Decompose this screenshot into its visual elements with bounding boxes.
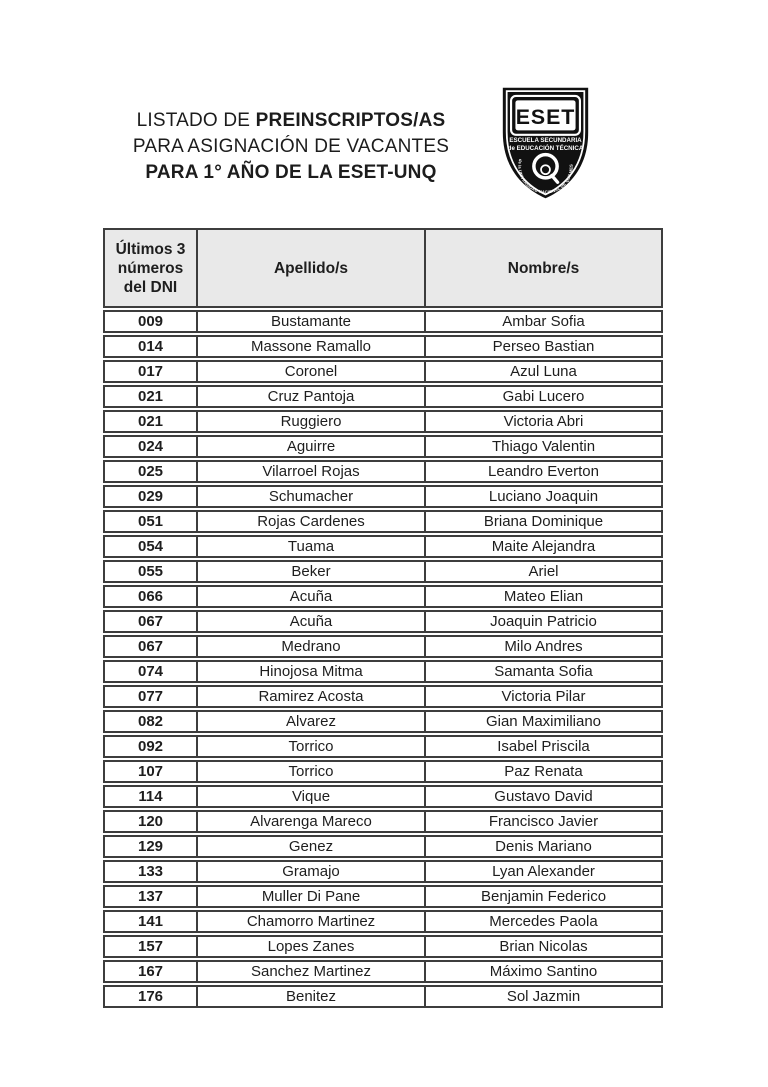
dni-cell: 021 bbox=[105, 387, 198, 406]
dni-cell: 141 bbox=[105, 912, 198, 931]
dni-cell: 074 bbox=[105, 662, 198, 681]
page-title bbox=[118, 108, 464, 186]
apellido-cell: Ramirez Acosta bbox=[198, 687, 426, 706]
nombre-cell: Gian Maximiliano bbox=[485, 713, 602, 730]
nombre-cell: Sol Jazmin bbox=[506, 988, 581, 1005]
nombre-cell: Luciano Joaquin bbox=[488, 488, 599, 505]
apellido-cell: Vilarroel Rojas bbox=[198, 462, 426, 481]
table-row bbox=[103, 335, 663, 358]
dni-cell: 129 bbox=[105, 837, 198, 856]
column-header-nombre: Nombre/s bbox=[507, 259, 580, 277]
table-row bbox=[103, 810, 663, 833]
apellido-cell: Genez bbox=[198, 837, 426, 856]
table-row bbox=[103, 585, 663, 608]
table-row bbox=[103, 635, 663, 658]
table-row bbox=[103, 835, 663, 858]
dni-cell: 176 bbox=[105, 987, 198, 1006]
dni-cell: 029 bbox=[105, 487, 198, 506]
apellido-cell: Torrico bbox=[198, 762, 426, 781]
dni-cell: 067 bbox=[105, 637, 198, 656]
table-row bbox=[103, 710, 663, 733]
title-line-1: LISTADO DE PREINSCRIPTOS/AS bbox=[136, 110, 446, 131]
school-name-line1: ESCUELA SECUNDARIA bbox=[509, 137, 582, 145]
nombre-cell: Máximo Santino bbox=[489, 963, 598, 980]
dni-cell: 167 bbox=[105, 962, 198, 981]
table-row bbox=[103, 910, 663, 933]
table-row bbox=[103, 760, 663, 783]
table-row bbox=[103, 860, 663, 883]
dni-cell: 133 bbox=[105, 862, 198, 881]
dni-cell: 114 bbox=[105, 787, 198, 806]
nombre-cell: Azul Luna bbox=[510, 363, 577, 380]
dni-cell: 066 bbox=[105, 587, 198, 606]
table-row bbox=[103, 735, 663, 758]
dni-cell: 082 bbox=[105, 712, 198, 731]
table-header-row bbox=[103, 228, 663, 308]
table-row bbox=[103, 960, 663, 983]
table-row bbox=[103, 410, 663, 433]
apellido-cell: Alvarez bbox=[198, 712, 426, 731]
apellido-cell: Lopes Zanes bbox=[198, 937, 426, 956]
apellido-cell: Acuña bbox=[198, 587, 426, 606]
dni-cell: 014 bbox=[105, 337, 198, 356]
nombre-cell: Ambar Sofia bbox=[502, 313, 585, 330]
table-row bbox=[103, 360, 663, 383]
table-row bbox=[103, 435, 663, 458]
table-row bbox=[103, 485, 663, 508]
eset-acronym: ESET bbox=[515, 105, 576, 130]
nombre-cell: Ariel bbox=[528, 563, 559, 580]
table-body bbox=[103, 310, 663, 1008]
apellido-cell: Aguirre bbox=[198, 437, 426, 456]
nombre-cell: Milo Andres bbox=[504, 638, 583, 655]
table-row bbox=[103, 610, 663, 633]
nombre-cell: Briana Dominique bbox=[483, 513, 604, 530]
dni-cell: 017 bbox=[105, 362, 198, 381]
apellido-cell: Benitez bbox=[198, 987, 426, 1006]
eset-shield-icon bbox=[497, 84, 594, 202]
apellido-cell: Acuña bbox=[198, 612, 426, 631]
nombre-cell: Perseo Bastian bbox=[492, 338, 595, 355]
nombre-cell: Joaquin Patricio bbox=[490, 613, 597, 630]
nombre-cell: Benjamin Federico bbox=[480, 888, 607, 905]
apellido-cell: Schumacher bbox=[198, 487, 426, 506]
table-row bbox=[103, 935, 663, 958]
table-row bbox=[103, 535, 663, 558]
apellido-cell: Tuama bbox=[198, 537, 426, 556]
nombre-cell: Isabel Priscila bbox=[497, 738, 590, 755]
nombre-cell: Mercedes Paola bbox=[489, 913, 598, 930]
apellido-cell: Alvarenga Mareco bbox=[198, 812, 426, 831]
dni-cell: 157 bbox=[105, 937, 198, 956]
apellido-cell: Beker bbox=[198, 562, 426, 581]
nombre-cell: Gustavo David bbox=[494, 788, 593, 805]
apellido-cell: Gramajo bbox=[198, 862, 426, 881]
nombre-cell: Samanta Sofia bbox=[494, 663, 593, 680]
dni-cell: 107 bbox=[105, 762, 198, 781]
nombre-cell: Leandro Everton bbox=[488, 463, 599, 480]
table-row bbox=[103, 660, 663, 683]
dni-cell: 055 bbox=[105, 562, 198, 581]
nombre-cell: Thiago Valentin bbox=[491, 438, 596, 455]
dni-cell: 021 bbox=[105, 412, 198, 431]
title-line-2: PARA ASIGNACIÓN DE VACANTES bbox=[132, 136, 450, 157]
table-row bbox=[103, 885, 663, 908]
dni-cell: 024 bbox=[105, 437, 198, 456]
apellido-cell: Ruggiero bbox=[198, 412, 426, 431]
title-line-3: PARA 1° AÑO DE LA ESET-UNQ bbox=[145, 162, 437, 183]
table-row bbox=[103, 310, 663, 333]
table-row bbox=[103, 460, 663, 483]
nombre-cell: Brian Nicolas bbox=[499, 938, 588, 955]
apellido-cell: Medrano bbox=[198, 637, 426, 656]
eset-logo bbox=[497, 84, 594, 202]
apellido-cell: Bustamante bbox=[198, 312, 426, 331]
dni-cell: 092 bbox=[105, 737, 198, 756]
apellido-cell: Sanchez Martinez bbox=[198, 962, 426, 981]
nombre-cell: Victoria Abri bbox=[503, 413, 584, 430]
apellido-cell: Coronel bbox=[198, 362, 426, 381]
dni-cell: 120 bbox=[105, 812, 198, 831]
dni-cell: 077 bbox=[105, 687, 198, 706]
nombre-cell: Lyan Alexander bbox=[492, 863, 595, 880]
apellido-cell: Hinojosa Mitma bbox=[198, 662, 426, 681]
column-header-apellido: Apellido/s bbox=[198, 230, 426, 306]
column-header-dni: Últimos 3 números del DNI bbox=[105, 230, 198, 306]
table-row bbox=[103, 985, 663, 1008]
table-row bbox=[103, 685, 663, 708]
school-name-line2: de EDUCACIÓN TÉCNICA bbox=[507, 144, 584, 152]
nombre-cell: Gabi Lucero bbox=[502, 388, 585, 405]
apellido-cell: Cruz Pantoja bbox=[198, 387, 426, 406]
apellido-cell: Massone Ramallo bbox=[198, 337, 426, 356]
dni-cell: 067 bbox=[105, 612, 198, 631]
apellido-cell: Vique bbox=[198, 787, 426, 806]
nombre-cell: Denis Mariano bbox=[495, 838, 592, 855]
apellido-cell: Rojas Cardenes bbox=[198, 512, 426, 531]
nombre-cell: Francisco Javier bbox=[488, 813, 599, 830]
nombre-cell: Victoria Pilar bbox=[501, 688, 586, 705]
dni-cell: 051 bbox=[105, 512, 198, 531]
dni-cell: 025 bbox=[105, 462, 198, 481]
table-row bbox=[103, 510, 663, 533]
nombre-cell: Paz Renata bbox=[504, 763, 583, 780]
dni-cell: 054 bbox=[105, 537, 198, 556]
university-arc-text: de la UNIVERSIDAD NACIONAL DE QUILMES bbox=[517, 158, 574, 195]
nombre-cell: Mateo Elian bbox=[503, 588, 584, 605]
table-row bbox=[103, 385, 663, 408]
table-row bbox=[103, 560, 663, 583]
nombre-cell: Maite Alejandra bbox=[491, 538, 596, 555]
table-row bbox=[103, 785, 663, 808]
dni-cell: 137 bbox=[105, 887, 198, 906]
apellido-cell: Chamorro Martinez bbox=[198, 912, 426, 931]
apellido-cell: Torrico bbox=[198, 737, 426, 756]
dni-cell: 009 bbox=[105, 312, 198, 331]
apellido-cell: Muller Di Pane bbox=[198, 887, 426, 906]
preinscriptos-table bbox=[103, 228, 663, 1010]
